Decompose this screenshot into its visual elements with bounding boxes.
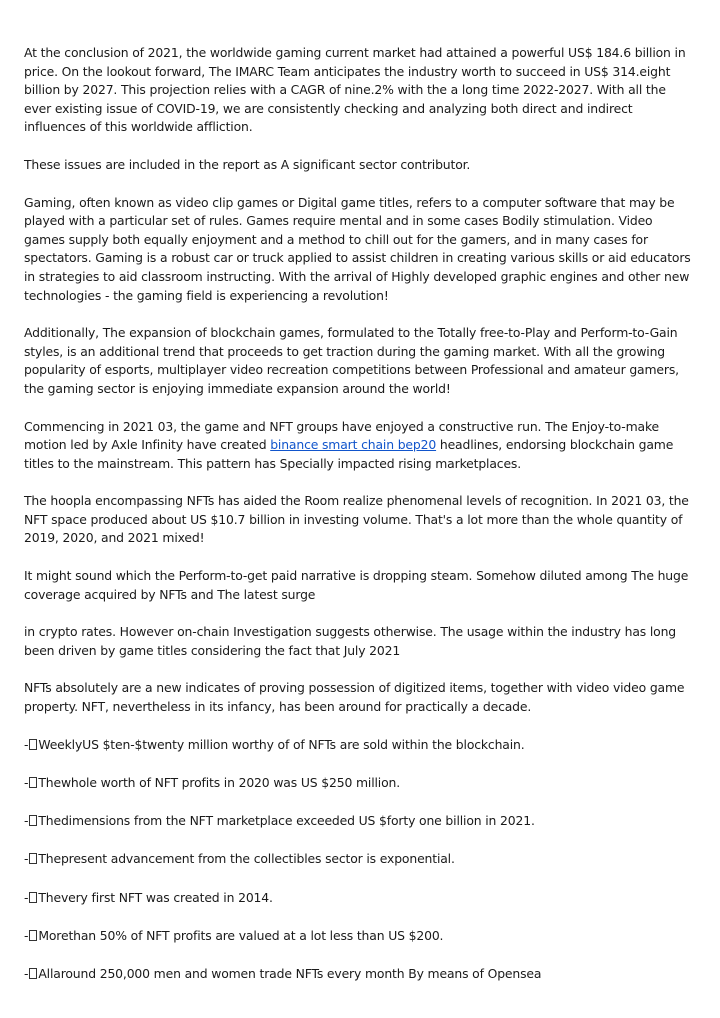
list-item-text: whole worth of NFT profits in 2020 was US $250 million. <box>60 774 400 790</box>
document-body <box>24 44 696 1004</box>
list-marker: - <box>24 851 29 867</box>
list-marker: - <box>24 813 29 829</box>
list-item-lead: All <box>38 966 54 982</box>
paragraph: It might sound which the Perform-to-get paid narrative is dropping steam. Somehow diluted among The huge coverage acquired by NFTs and The latest surge <box>24 568 689 602</box>
list-item-lead: Weekly <box>38 736 83 752</box>
list-marker: - <box>24 736 29 752</box>
paragraph: Additionally, The expansion of blockchain games, formulated to the Totally free-to-Play and Perform-to-Gain styles, is an additional trend that proceeds to get traction during the gaming market. With all the growing popularity of esports, multiplayer video recreation competitions between Professional and amateur gamers, the gaming sector is enjoying immediate expansion around the world! <box>24 325 679 396</box>
list-item-lead: The <box>38 813 61 829</box>
list-marker: - <box>24 889 29 905</box>
list-item <box>24 889 696 908</box>
list-item-text: than 50% of NFT profits are valued at a lot less than US $200. <box>68 928 444 944</box>
list-item <box>24 774 696 793</box>
list-item <box>24 812 696 831</box>
paragraph: These issues are included in the report as A significant sector contributor. <box>24 156 471 172</box>
list-item-text: US $ten-$twenty million worthy of of NFTs are sold within the blockchain. <box>82 736 525 752</box>
missing-glyph-icon <box>29 930 37 941</box>
link-paragraph-before: Commencing in 2021 03, the game and NFT groups have enjoyed a constructive run. The Enjoy-to-make motion led by Axle Infinity have created <box>24 418 659 453</box>
paragraph: NFTs absolutely are a new indicates of proving possession of digitized items, together with video video game property. NFT, nevertheless in its infancy, has been around for practically a decade. <box>24 680 685 715</box>
list-marker: - <box>24 928 29 944</box>
missing-glyph-icon <box>29 739 37 750</box>
link-paragraph-after: headlines, endorsing blockchain game titles to the mainstream. This pattern has Specially impacted rising marketplaces. <box>24 437 674 471</box>
missing-glyph-icon <box>29 892 37 903</box>
paragraph: The hoopla encompassing NFTs has aided the Room realize phenomenal levels of recognition. In 2021 03, the NFT space produced about US $10.7 billion in investing volume. That's a lot more than the whole quantity of 2019, 2020, and 2021 mixed! <box>24 493 689 546</box>
list-item-text: around 250,000 men and women trade NFTs every month By means of Opensea <box>53 966 542 982</box>
list-item-lead: The <box>38 889 61 905</box>
list-item-lead: More <box>38 928 69 944</box>
list-marker: - <box>24 966 29 982</box>
missing-glyph-icon <box>29 853 37 864</box>
missing-glyph-icon <box>29 815 37 826</box>
list-item-lead: The <box>38 774 61 790</box>
missing-glyph-icon <box>29 777 37 788</box>
paragraph-with-link <box>24 418 696 474</box>
list-marker: - <box>24 774 29 790</box>
paragraph: At the conclusion of 2021, the worldwide gaming current market had attained a powerful US$ 184.6 billion in price. On the lookout forward, The IMARC Team anticipates the industry worth to succeed in US$ 314.eight billion by 2027. This projection relies with a CAGR of nine.2% with the a long time 2022-2027. With all the ever existing issue of COVID-19, we are consistently checking and analyzing both direct and indirect influences of this worldwide affliction. <box>24 45 686 135</box>
binance-link[interactable]: binance smart chain bep20 <box>270 437 437 453</box>
list-item <box>24 965 696 984</box>
list-item-text: dimensions from the NFT marketplace exceeded US $forty one billion in 2021. <box>60 813 535 829</box>
list-item <box>24 850 696 869</box>
list-item <box>24 736 696 755</box>
list-item <box>24 927 696 946</box>
paragraph: in crypto rates. However on-chain Investigation suggests otherwise. The usage within the industry has long been driven by game titles considering the fact that July 2021 <box>24 624 677 658</box>
list-item-lead: The <box>38 851 61 867</box>
paragraph: Gaming, often known as video clip games or Digital game titles, refers to a computer software that may be played with a particular set of rules. Games require mental and in some cases Bodily stimulation. Video games supply both equally enjoyment and a method to chill out for the gamers, and in many cases for spectators. Gaming is a robust car or truck applied to assist children in creating various skills or aid educators in strategies to aid classroom instructing. With the arrival of Highly developed graphic engines and other new technologies - the gaming field is experiencing a revolution! <box>24 194 691 303</box>
list-item-text: present advancement from the collectibles sector is exponential. <box>60 851 455 867</box>
missing-glyph-icon <box>29 968 37 979</box>
list-item-text: very first NFT was created in 2014. <box>60 889 273 905</box>
